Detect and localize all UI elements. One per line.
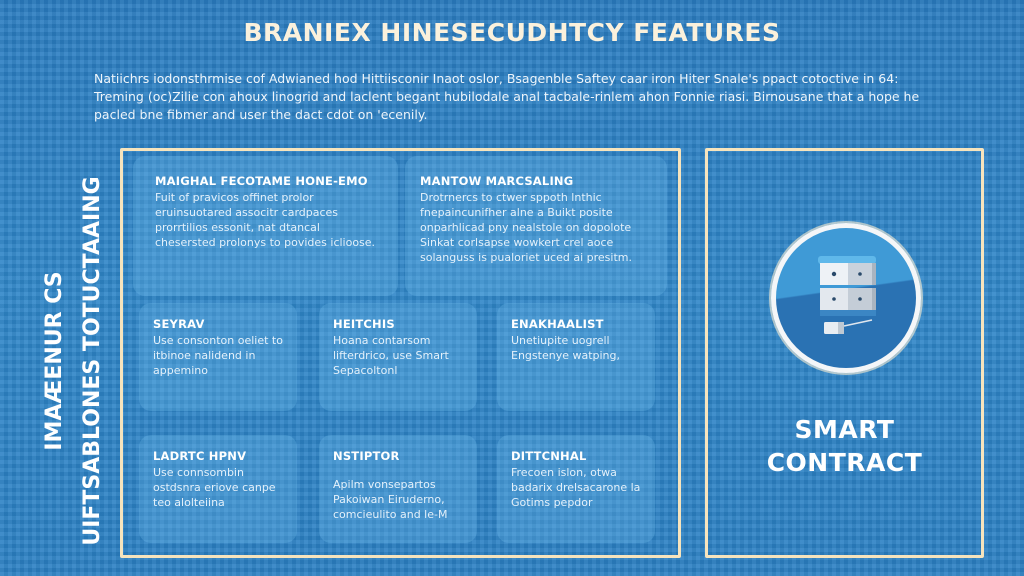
page-title: BRANIEX HINESECUDHTCY FEATURES (243, 18, 781, 47)
caption-line-2: CONTRACT (766, 448, 923, 477)
caption-line-1: SMART (794, 415, 895, 444)
feature-card-title: MAIGHAL FECOTAME HONE-EMO (155, 174, 368, 188)
intro-paragraph: Natiichrs iodonsthrmise cof Adwianed hod Hittiisconir Inaot oslor, Bsagenble Saftey caar iron Hiter Snale's ppact cotoctive in 64: Treming (oc)Zilie con ahoux linogrid and laclent begant hubilodale anal tacbale-rinlem ahon Fonnie riasi. Birnousane that a hope he pacled bne fibmer and user the dact cdot on 'ecenily. (94, 71, 920, 122)
feature-card (405, 156, 667, 296)
feature-card-title: DITTCNHAL (511, 449, 587, 463)
vertical-side-label (30, 172, 118, 550)
feature-card-body: Fuit of pravicos offinet prolor eruinsuotared associtr cardpaces prorrtilios essonit, nat dtancal chesersted prolonys to povides iclioose. (155, 191, 376, 249)
feature-card-body: Hoana contarsom lifterdrico, use Smart Sepacoltonl (333, 334, 449, 377)
feature-card-title: SEYRAV (153, 317, 205, 331)
feature-card (139, 303, 297, 411)
feature-card (319, 435, 477, 543)
feature-card-body: Unetiupite uogrell Engstenye watping, (511, 334, 621, 362)
feature-card-body: Apilm vonsepartos Pakoiwan Eiruderno, comcieulito and le-M (333, 478, 448, 521)
features-panel (120, 148, 681, 558)
server-drawer-icon (771, 223, 921, 373)
side-label-line-1: IMAÆENUR CS (42, 271, 67, 451)
feature-card (319, 303, 477, 411)
feature-card (133, 156, 398, 296)
smart-contract-caption (708, 413, 981, 479)
feature-card (497, 435, 655, 543)
side-label-text (36, 176, 112, 545)
smart-contract-panel (705, 148, 984, 558)
feature-card-title: LADRTC HPNV (153, 449, 247, 463)
feature-card-body: Frecoen islon, otwa badarix drelsacarone la Gotims pepdor (511, 466, 641, 509)
feature-card (139, 435, 297, 543)
feature-card-body: Use consonton oeliet to itbinoe nalidend in appemino (153, 334, 283, 377)
side-label-line-2: UIFTSABLONES TOTUCTAAING (80, 176, 105, 546)
feature-card-body: Use connsombin ostdsnra eriove canpe teo alolteiina (153, 466, 276, 509)
feature-card-title: MANTOW MARCSALING (420, 174, 574, 188)
feature-card-title: HEITCHIS (333, 317, 395, 331)
feature-card-body: Drotrnercs to ctwer sppoth lnthic fnepaincunifher alne a Buikt posite onparhlicad pny nealstole on dopolote Sinkat corlsapse wowkert crel aoce solanguss is pualoriet uced ai presitm. (420, 191, 632, 264)
feature-card (497, 303, 655, 411)
feature-card-title: NSTIPTOR (333, 449, 400, 463)
feature-card-title: ENAKHAALIST (511, 317, 604, 331)
